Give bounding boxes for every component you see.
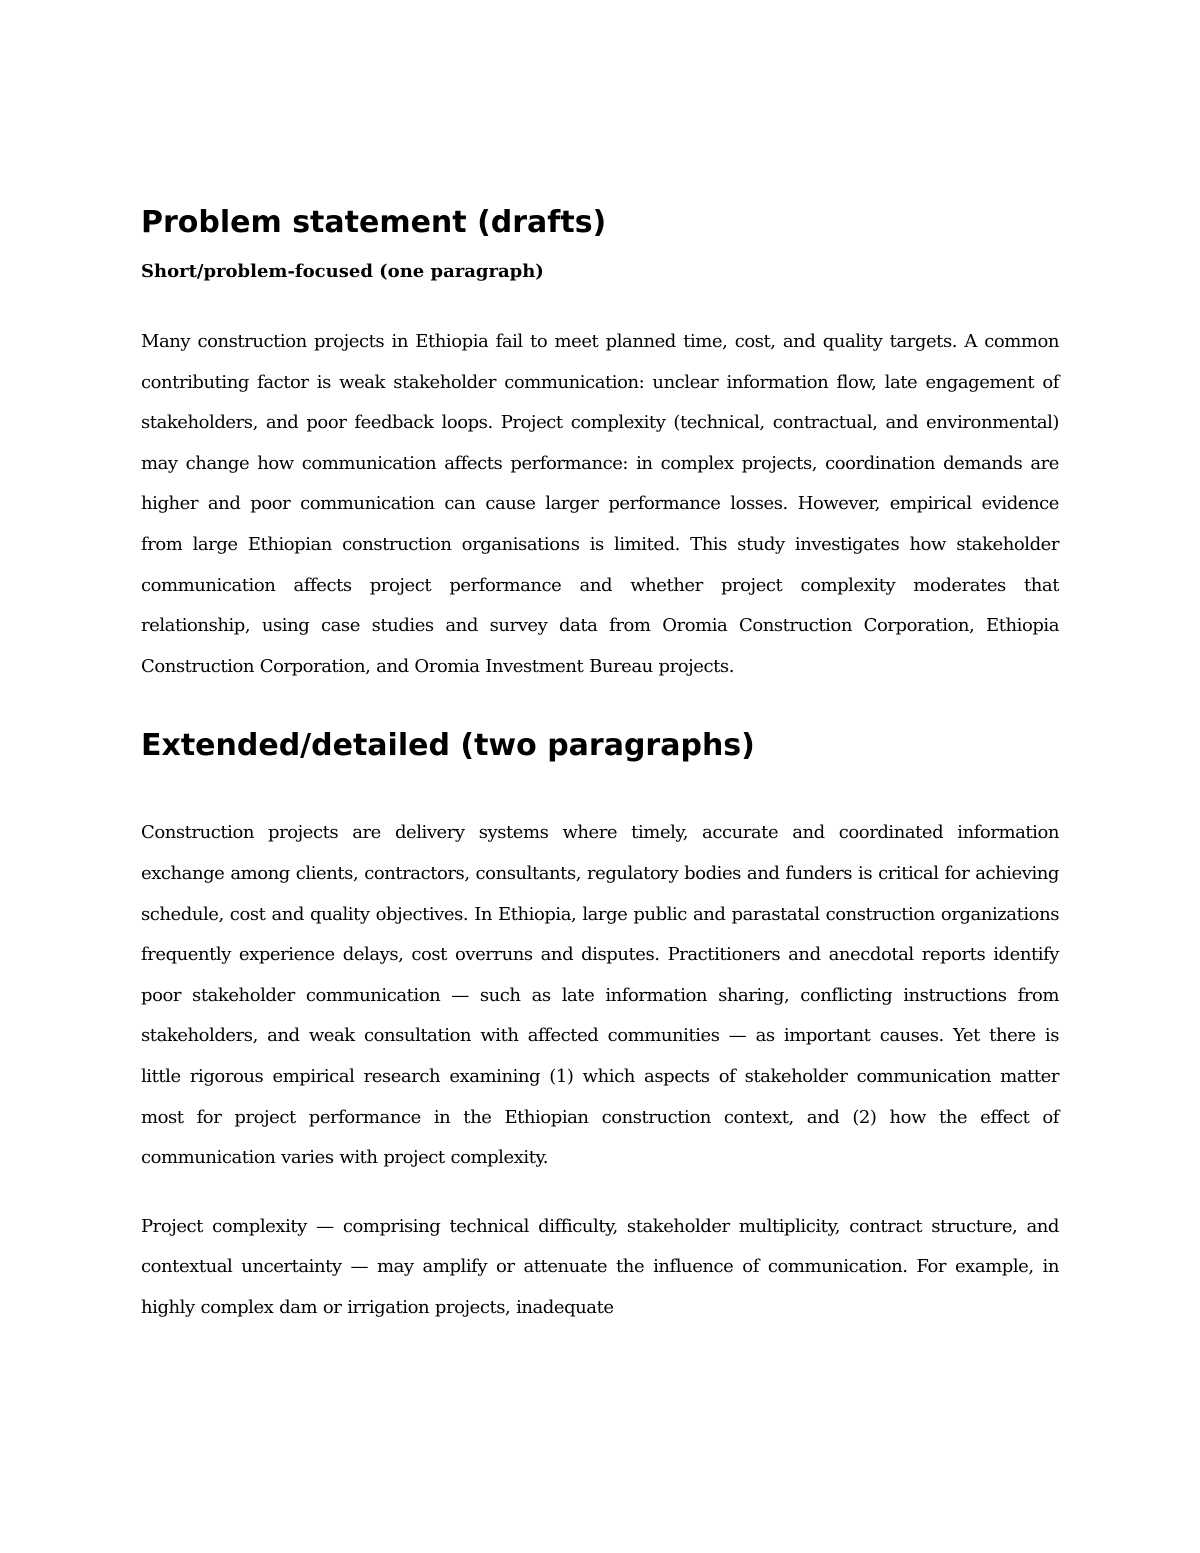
extended-paragraph-1: Construction projects are delivery systems where timely, accurate and coordinated information exchange among clients, contractors, consultants, regulatory bodies and funders is critical for achieving schedule, cost and quality objectives. In Ethiopia, large public and parastatal construction organizations frequently experience delays, cost overruns and disputes. Practitioners and anecdotal reports identify poor stakeholder communication — such as late information sharing, conflicting instructions from stakeholders, and weak consultation with affected communities — as important causes. Yet there is little rigorous empirical research examining (1) which aspects of stakeholder communication matter most for project performance in the Ethiopian construction context, and (2) how the effect of communication varies with project complexity. <box>141 822 1059 1169</box>
document-title: Problem statement (drafts) <box>141 205 607 240</box>
extended-paragraph-2: Project complexity — comprising technical difficulty, stakeholder multiplicity, contract structure, and contextual uncertainty — may amplify or attenuate the influence of communication. For example, in highly complex dam or irrigation projects, inadequate <box>141 1215 1059 1318</box>
short-section-heading: Short/problem-focused (one paragraph) <box>141 261 544 282</box>
document-content <box>141 200 1059 1328</box>
extended-section-heading: Extended/detailed (two paragraphs) <box>141 728 755 764</box>
short-paragraph: Many construction projects in Ethiopia fail to meet planned time, cost, and quality targets. A common contributing factor is weak stakeholder communication: unclear information flow, late engagement of stakeholders, and poor feedback loops. Project complexity (technical, contractual, and environmental) may change how communication affects performance: in complex projects, coordination demands are higher and poor communication can cause larger performance losses. However, empirical evidence from large Ethiopian construction organisations is limited. This study investigates how stakeholder communication affects project performance and whether project complexity moderates that relationship, using case studies and survey data from Oromia Construction Corporation, Ethiopia Construction Corporation, and Oromia Investment Bureau projects. <box>141 331 1059 677</box>
